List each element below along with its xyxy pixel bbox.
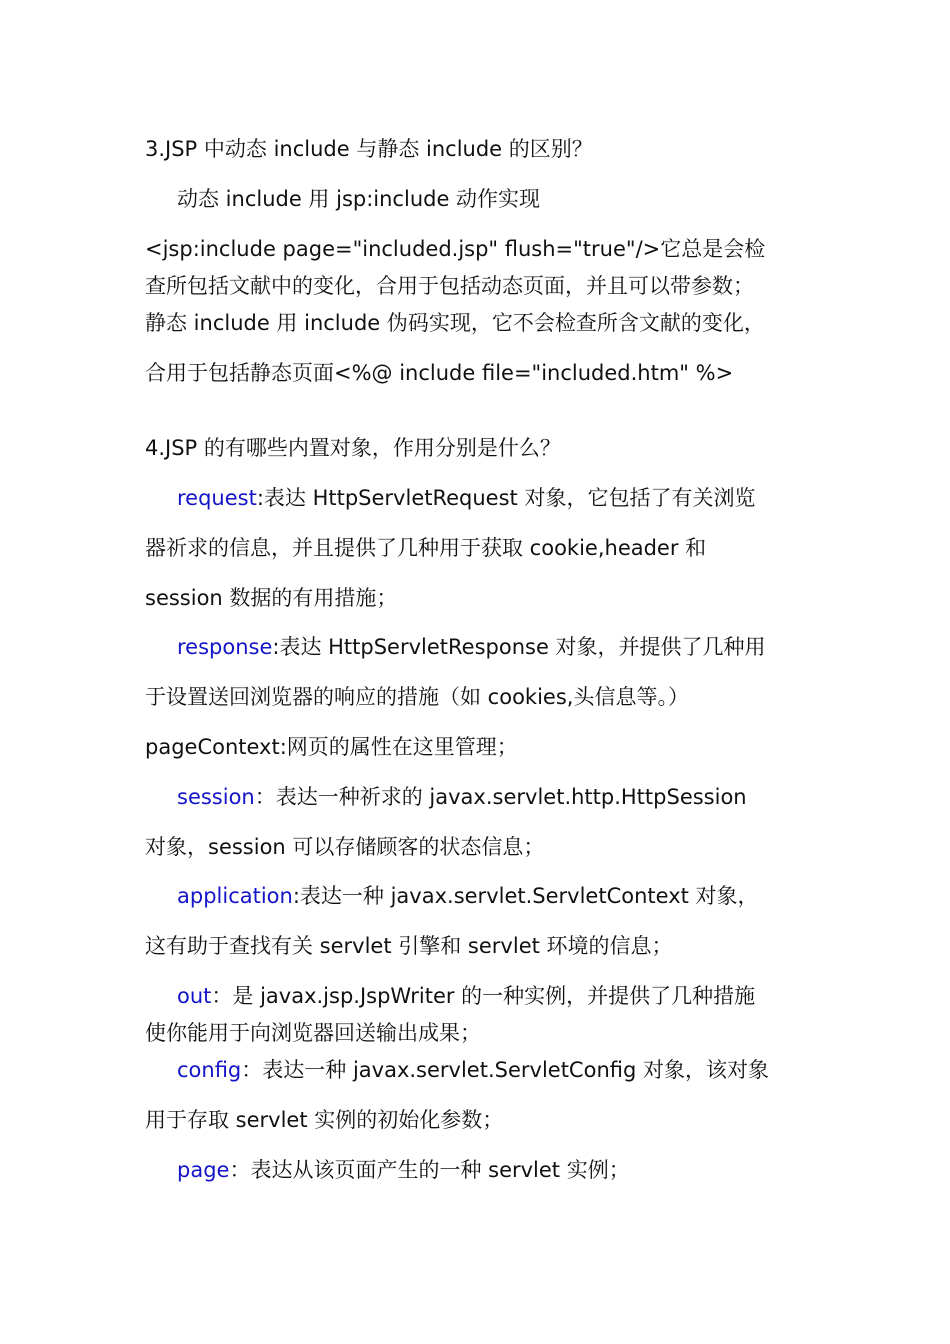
out-item-line-2: 使你能用于向浏览器回送输出成果；: [145, 1021, 481, 1045]
page-keyword: page: [177, 1158, 230, 1182]
q4-heading: 4.JSP 的有哪些内置对象，作用分别是什么？: [145, 436, 561, 460]
out-item-line-1: out：是 javax.jsp.JspWriter 的一种实例，并提供了几种措施: [177, 984, 756, 1008]
session-item-line-2: 对象，session 可以存储顾客的状态信息；: [145, 835, 545, 859]
config-item-line-1: config：表达一种 javax.servlet.ServletConfig 对象，该对象: [177, 1058, 769, 1082]
config-item-line-2: 用于存取 servlet 实例的初始化参数；: [145, 1108, 504, 1132]
page-item-line-1: page：表达从该页面产生的一种 servlet 实例；: [177, 1158, 630, 1182]
q3-heading: 3.JSP 中动态 include 与静态 include 的区别？: [145, 137, 593, 161]
pagecontext-item: pageContext:网页的属性在这里管理；: [145, 735, 518, 759]
session-item-line-1: session：表达一种祈求的 javax.servlet.http.HttpSession: [177, 785, 747, 809]
session-keyword: session: [177, 785, 255, 809]
application-keyword: application: [177, 884, 293, 908]
out-keyword: out: [177, 984, 212, 1008]
request-item-line-1: request:表达 HttpServletRequest 对象，它包括了有关浏览: [177, 486, 756, 510]
request-keyword: request: [177, 486, 257, 510]
q3-paragraph-line-1: <jsp:include page="included.jsp" flush="true"/>它总是会检: [145, 237, 766, 261]
config-keyword: config: [177, 1058, 242, 1082]
request-item-line-3: session 数据的有用措施；: [145, 586, 398, 610]
response-item-line-1: response:表达 HttpServletResponse 对象，并提供了几种用: [177, 635, 766, 659]
request-item-line-2: 器祈求的信息，并且提供了几种用于获取 cookie,header 和: [145, 536, 707, 560]
response-keyword: response: [177, 635, 273, 659]
q3-paragraph-line-4: 合用于包括静态页面<%@ include file="included.htm" %>: [145, 361, 734, 385]
q3-paragraph-line-2: 查所包括文献中的变化，合用于包括动态页面，并且可以带参数；: [145, 274, 754, 298]
application-item-line-1: application:表达一种 javax.servlet.ServletContext 对象，: [177, 884, 759, 908]
q3-dynamic-intro: 动态 include 用 jsp:include 动作实现: [177, 187, 541, 211]
application-item-line-2: 这有助于查找有关 servlet 引擎和 servlet 环境的信息；: [145, 934, 673, 958]
response-item-line-2: 于设置送回浏览器的响应的措施（如 cookies,头信息等。）: [145, 685, 689, 709]
q3-paragraph-line-3: 静态 include 用 include 伪码实现，它不会检查所含文献的变化，: [145, 311, 765, 335]
